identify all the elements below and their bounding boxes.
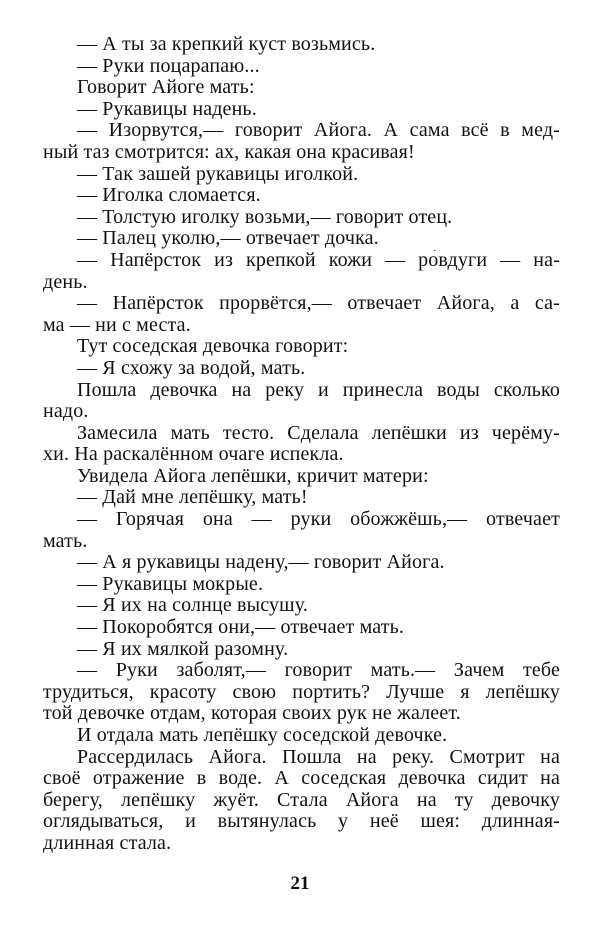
text-line: Говорит Айоге мать: [77, 76, 255, 99]
text-line: Тут соседская девочка говорит: [77, 335, 349, 358]
text-line: — Изорвутся,— говорит Айога. А сама всё в мед- [77, 120, 560, 142]
text-line: — Так зашей рукавицы иголкой. [77, 162, 359, 185]
text-line: — Рукавицы надень. [77, 97, 257, 120]
text-line: той девочке отдам, которая своих рук не жалеет. [43, 702, 461, 725]
text-line: Рассердилась Айога. Пошла на реку. Смотрит на [77, 746, 560, 768]
text-line: — А ты за крепкий куст возьмись. [77, 33, 376, 55]
text-line: своё отражение в воде. А соседская девочка сидит на [43, 768, 560, 790]
text-line: — Напёрсток прорвётся,— отвечает Айога, а са- [77, 293, 560, 315]
text-line: — Иголка сломается. [77, 184, 261, 207]
text-line: И отдала мать лепёшку соседской девочке. [77, 724, 448, 746]
page-text [43, 34, 560, 855]
text-line: оглядываться, и вытянулась у неё шея: длинная- [43, 811, 560, 833]
page-number: 21 [290, 873, 310, 894]
text-line: день. [43, 270, 88, 293]
text-line: — Горячая она — руки обожжёшь,— отвечает [77, 509, 560, 531]
text-line: надо. [43, 400, 89, 423]
text-line: — Толстую иголку возьми,— говорит отец. [77, 205, 453, 228]
text-line: — Руки заболят,— говорит мать.— Зачем тебе [77, 660, 560, 682]
text-line: берегу, лепёшку жуёт. Стала Айога на ту девочку [43, 789, 560, 811]
text-line: ный таз смотрится: ах, какая она красивая! [43, 140, 415, 163]
text-line: Пошла девочка на реку и принесла воды сколько [77, 379, 560, 401]
text-line: — Я их мялкой разомну. [77, 637, 289, 660]
text-line: — Я их на солнце высушу. [77, 594, 308, 617]
text-line: хи. На раскалённом очаге испекла. [43, 443, 344, 466]
text-line: — Напёрсток из крепкой кожи — ро́вдуги — на- [77, 249, 560, 271]
text-line: — Я схожу за водой, мать. [77, 356, 306, 379]
text-line: — А я рукавицы надену,— говорит Айога. [77, 551, 445, 574]
text-line: — Дай мне лепёшку, мать! [77, 486, 308, 509]
text-line: — Рукавицы мокрые. [77, 572, 264, 595]
text-line: длинная стала. [43, 831, 172, 854]
text-line: — Руки поцарапаю... [77, 54, 260, 77]
text-line: Замесила мать тесто. Сделала лепёшки из черёму- [77, 422, 560, 444]
text-line: Увидела Айога лепёшки, кричит матери: [77, 464, 429, 487]
text-line: — Палец уколю,— отвечает дочка. [77, 227, 379, 250]
text-line: ма — ни с места. [43, 313, 191, 336]
text-line: — Покоробятся они,— отвечает мать. [77, 616, 405, 639]
text-line: мать. [43, 529, 88, 552]
text-line: трудиться, красоту свою портить? Лучше я лепёшку [43, 681, 560, 703]
